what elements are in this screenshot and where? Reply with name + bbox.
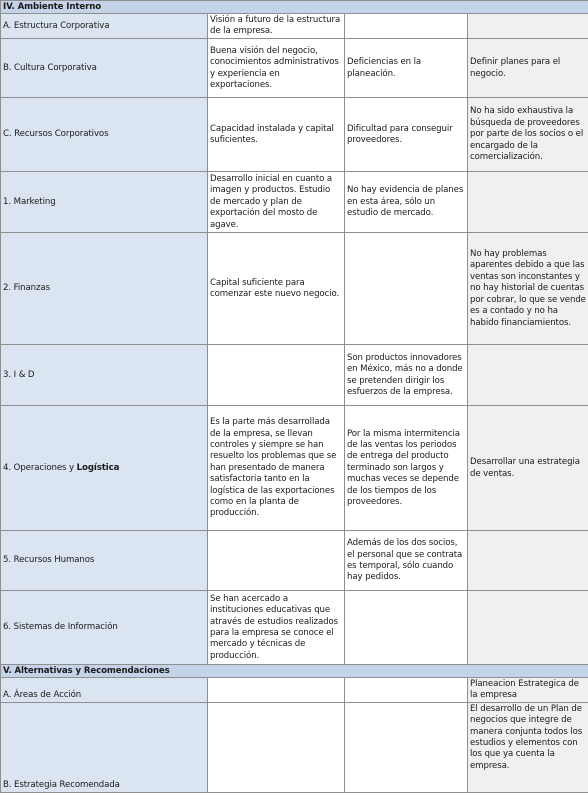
action-cell-id[interactable] (468, 345, 588, 406)
table-row (1, 39, 588, 98)
action-cell-sistemas[interactable] (468, 591, 588, 665)
table-row (1, 406, 588, 531)
table-row (1, 531, 588, 591)
table-row (1, 345, 588, 406)
strength-cell-estructura[interactable]: Visión a futuro de la estructura de la empresa. (208, 14, 345, 39)
strength-cell-operaciones[interactable]: Es la parte más desarrollada de la empresa, se llevan controles y siempre se han resuelto los problemas que se han presentado de manera satisfactoria tanto en la logística de las exportaciones como en la planta de producción. (208, 406, 345, 531)
strength-cell-id[interactable] (208, 345, 345, 406)
strength-cell-recursos[interactable]: Capacidad instalada y capital suficientes. (208, 98, 345, 172)
row-label-rrhh[interactable]: 5. Recursos Humanos (1, 531, 208, 591)
table-row (1, 678, 588, 703)
weakness-cell-sistemas[interactable] (345, 591, 468, 665)
weakness-cell-estrategia[interactable] (345, 702, 468, 792)
weakness-cell-recursos[interactable]: Dificultad para conseguir proveedores. (345, 98, 468, 172)
weakness-cell-operaciones[interactable]: Por la misma intermitencia de las ventas los periodos de entrega del producto terminado son largos y muchas veces se depende de los tiempos de los proveedores. (345, 406, 468, 531)
section-title-alternatives[interactable]: V. Alternativas y Recomendaciones (1, 665, 588, 678)
row-label-estrategia[interactable]: B. Estrategia Recomendada (1, 702, 208, 792)
row-label-operaciones-emphasis: Logística (77, 463, 120, 473)
strength-cell-estrategia[interactable] (208, 702, 345, 792)
action-cell-estructura[interactable] (468, 14, 588, 39)
row-label-marketing[interactable]: 1. Marketing (1, 172, 208, 233)
weakness-cell-rrhh[interactable]: Además de los dos socios, el personal que se contrata es temporal, sólo cuando hay pedidos. (345, 531, 468, 591)
section-header-row (1, 1, 588, 14)
action-cell-operaciones[interactable]: Desarrollar una estrategia de ventas. (468, 406, 588, 531)
section-title-internal[interactable]: IV. Ambiente Interno (1, 1, 588, 14)
action-cell-marketing[interactable] (468, 172, 588, 233)
weakness-cell-id[interactable]: Son productos innovadores en México, más no a donde se pretenden dirigir los esfuerzos de la empresa. (345, 345, 468, 406)
row-label-sistemas[interactable]: 6. Sistemas de Información (1, 591, 208, 665)
table-row (1, 14, 588, 39)
action-cell-recursos[interactable]: No ha sido exhaustiva la búsqueda de proveedores por parte de los socios o el encargado de la comercialización. (468, 98, 588, 172)
action-cell-estrategia[interactable]: El desarrollo de un Plan de negocios que integre de manera conjunta todos los estudios y elementos con los que ya cuenta la empresa. (468, 702, 588, 792)
strength-cell-cultura[interactable]: Buena visión del negocio, conocimientos administrativos y experiencia en exportaciones. (208, 39, 345, 98)
row-label-operaciones[interactable] (1, 406, 208, 531)
row-label-finanzas[interactable]: 2. Finanzas (1, 233, 208, 345)
action-cell-cultura[interactable]: Definir planes para el negocio. (468, 39, 588, 98)
row-label-operaciones-prefix: 4. Operaciones y (3, 463, 77, 473)
row-label-areas[interactable]: A. Áreas de Acción (1, 678, 208, 703)
weakness-cell-cultura[interactable]: Deficiencias en la planeación. (345, 39, 468, 98)
row-label-cultura[interactable]: B. Cultura Corporativa (1, 39, 208, 98)
section-header-row (1, 665, 588, 678)
action-cell-finanzas[interactable]: No hay problemas aparentes debido a que las ventas son inconstantes y no hay historial de cuentas por cobrar, lo que se vende es a contado y no ha habido financiamientos. (468, 233, 588, 345)
row-label-id[interactable]: 3. I & D (1, 345, 208, 406)
table-row (1, 172, 588, 233)
weakness-cell-areas[interactable] (345, 678, 468, 703)
action-cell-rrhh[interactable] (468, 531, 588, 591)
weakness-cell-marketing[interactable]: No hay evidencia de planes en esta área, sólo un estudio de mercado. (345, 172, 468, 233)
table-row (1, 98, 588, 172)
table-row (1, 233, 588, 345)
table-row (1, 702, 588, 792)
weakness-cell-estructura[interactable] (345, 14, 468, 39)
row-label-recursos[interactable]: C. Recursos Corporativos (1, 98, 208, 172)
strength-cell-rrhh[interactable] (208, 531, 345, 591)
row-label-estructura[interactable]: A. Estructura Corporativa (1, 14, 208, 39)
strength-cell-finanzas[interactable]: Capital suficiente para comenzar este nuevo negocio. (208, 233, 345, 345)
strength-cell-sistemas[interactable]: Se han acercado a instituciones educativas que através de estudios realizados para la empresa se conoce el mercado y técnicas de producción. (208, 591, 345, 665)
weakness-cell-finanzas[interactable] (345, 233, 468, 345)
strength-cell-areas[interactable] (208, 678, 345, 703)
action-cell-areas[interactable]: Planeacion Estrategica de la empresa (468, 678, 588, 703)
table-row (1, 591, 588, 665)
strength-cell-marketing[interactable]: Desarrollo inicial en cuanto a imagen y productos. Estudio de mercado y plan de exportación del mosto de agave. (208, 172, 345, 233)
